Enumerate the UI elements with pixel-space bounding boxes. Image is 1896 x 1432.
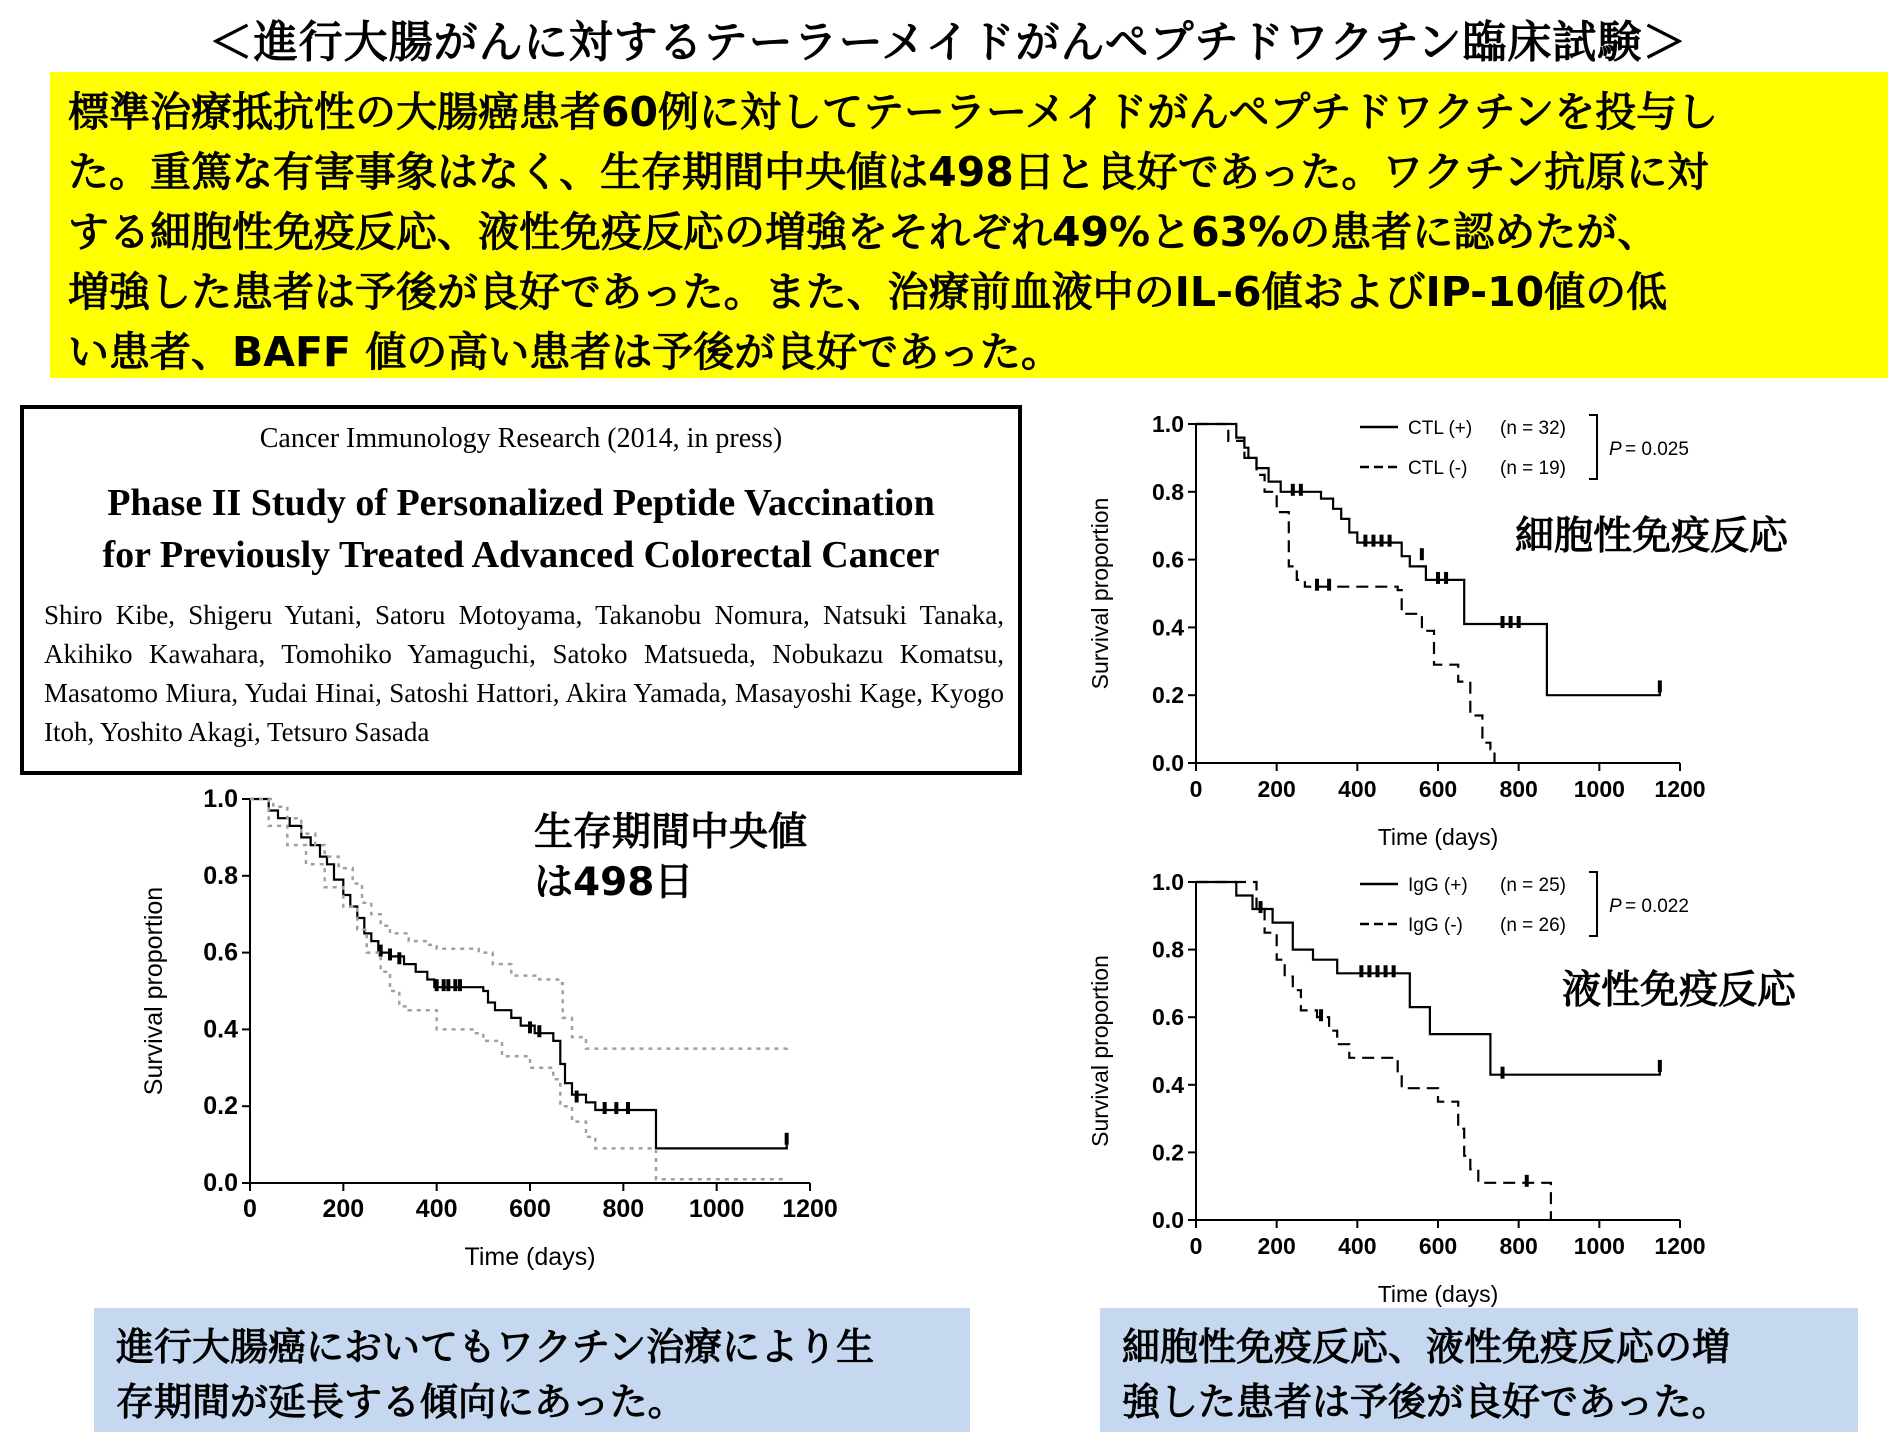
- x-axis-label: Time (days): [1377, 824, 1499, 850]
- conclusion-right-line-1: 細胞性免疫反応、液性免疫反応の増: [1122, 1325, 1731, 1369]
- y-tick-label: 0.2: [203, 1092, 238, 1121]
- y-tick-label: 1.0: [1152, 411, 1184, 437]
- x-tick-label: 200: [1257, 1233, 1296, 1259]
- legend-label: CTL (-): [1408, 458, 1468, 479]
- x-tick-label: 800: [1499, 1233, 1538, 1259]
- x-tick-label: 200: [322, 1195, 365, 1223]
- y-tick-label: 0.0: [1152, 750, 1184, 776]
- x-tick-label: 1000: [1573, 1233, 1625, 1259]
- x-tick-label: 200: [1257, 776, 1296, 802]
- x-tick-label: 0: [1189, 776, 1203, 802]
- x-tick-label: 1200: [1654, 776, 1706, 802]
- x-tick-label: 600: [1418, 1233, 1458, 1259]
- legend-n: (n = 26): [1500, 915, 1567, 936]
- x-tick-label: 1000: [1573, 776, 1625, 802]
- y-axis-label: Survival proportion: [140, 886, 168, 1096]
- x-tick-label: 1200: [782, 1195, 838, 1223]
- x-tick-label: 600: [1418, 776, 1458, 802]
- paper-title-line-1: Phase II Study of Personalized Peptide Vaccination: [107, 482, 935, 524]
- y-tick-label: 1.0: [203, 785, 238, 813]
- summary-line: い患者、BAFF 値の高い患者は予後が良好であった。: [68, 328, 1062, 376]
- p-value-label: P: [1609, 896, 1622, 917]
- summary-line: 標準治療抵抗性の大腸癌患者60例に対してテーラーメイドがんペプチドワクチンを投与し: [68, 88, 1719, 136]
- y-tick-label: 0.6: [1152, 1004, 1184, 1031]
- x-tick-label: 400: [1338, 776, 1377, 802]
- y-tick-label: 0.8: [1152, 936, 1184, 963]
- legend-n: (n = 25): [1500, 875, 1567, 896]
- y-axis-label: Survival proportion: [1087, 497, 1113, 690]
- y-tick-label: 0.6: [1152, 546, 1184, 573]
- median-survival-callout: [534, 808, 807, 908]
- x-tick-label: 400: [1338, 1233, 1377, 1259]
- median-callout-line-2: は498日: [534, 860, 694, 905]
- x-tick-label: 1000: [688, 1195, 745, 1223]
- conclusion-right-line-2: 強した患者は予後が良好であった。: [1122, 1380, 1730, 1424]
- y-tick-label: 0.4: [1152, 1071, 1184, 1098]
- igg-chart-label: 液性免疫反応: [1562, 968, 1797, 1013]
- p-value: = 0.022: [1625, 896, 1689, 917]
- y-tick-label: 0.4: [1152, 614, 1184, 641]
- conclusion-left-line-2: 存期間が延長する傾向にあった。: [116, 1380, 686, 1424]
- y-axis-label: Survival proportion: [1087, 955, 1113, 1147]
- y-tick-label: 0.0: [1152, 1207, 1184, 1233]
- summary-line: する細胞性免疫反応、液性免疫反応の増強をそれぞれ49%と63%の患者に認めたが、: [68, 208, 1659, 256]
- ctl-chart-label: 細胞性免疫反応: [1515, 514, 1789, 559]
- page-title: ＜進行大腸がんに対するテーラーメイドがんペプチドワクチン臨床試験＞: [208, 17, 1688, 68]
- y-tick-label: 1.0: [1152, 869, 1184, 895]
- legend-label: IgG (+): [1408, 875, 1468, 896]
- y-tick-label: 0.2: [1152, 682, 1184, 709]
- x-axis-label: Time (days): [1377, 1281, 1499, 1307]
- survival-curve: [1196, 882, 1551, 1220]
- author-list: Shiro Kibe, Shigeru Yutani, Satoru Motoyama, Takanobu Nomura, Natsuki Tanaka, Akihiko Kawahara, Tomohiko Yamaguchi, Satoko Matsueda, Nobukazu Komatsu, Masatomo Miura, Yudai Hinai, Satoshi Hattori, Akira Yamada, Masayoshi Kage, Kyogo Itoh, Yoshito Akagi, Tetsuro Sasada: [44, 600, 1004, 747]
- conclusion-right-box: [1100, 1308, 1858, 1432]
- x-tick-label: 800: [602, 1195, 645, 1223]
- legend-label: CTL (+): [1408, 418, 1473, 439]
- y-tick-label: 0.2: [1152, 1139, 1184, 1166]
- y-tick-label: 0.8: [203, 861, 238, 890]
- conclusion-left-line-1: 進行大腸癌においてもワクチン治療により生: [116, 1325, 875, 1369]
- x-tick-label: 0: [1189, 1233, 1203, 1259]
- x-tick-label: 1200: [1654, 1233, 1706, 1259]
- legend-n: (n = 19): [1500, 458, 1567, 479]
- journal-name: Cancer Immunology Research (2014, in press): [259, 423, 783, 454]
- legend-n: (n = 32): [1500, 418, 1567, 439]
- p-value-bracket: [1589, 872, 1597, 936]
- paper-title-line-2: for Previously Treated Advanced Colorectal Cancer: [102, 534, 940, 576]
- x-tick-label: 0: [243, 1195, 257, 1223]
- y-tick-label: 0.0: [203, 1169, 238, 1197]
- legend-label: IgG (-): [1408, 915, 1463, 936]
- summary-line: 増強した患者は予後が良好であった。また、治療前血液中のIL-6値およびIP-10値の低: [68, 268, 1668, 316]
- x-axis-label: Time (days): [464, 1243, 596, 1271]
- x-tick-label: 400: [415, 1195, 458, 1223]
- summary-line: た。重篤な有害事象はなく、生存期間中央値は498日と良好であった。ワクチン抗原に対: [68, 148, 1709, 196]
- y-tick-label: 0.6: [203, 938, 238, 967]
- conclusion-left-box: [94, 1308, 970, 1432]
- x-tick-label: 800: [1499, 776, 1538, 802]
- x-tick-label: 600: [509, 1195, 551, 1223]
- p-value: = 0.025: [1625, 439, 1689, 460]
- median-callout-line-1: 生存期間中央値: [534, 810, 808, 855]
- y-tick-label: 0.8: [1152, 478, 1184, 505]
- y-tick-label: 0.4: [203, 1015, 238, 1044]
- p-value-label: P: [1609, 439, 1622, 460]
